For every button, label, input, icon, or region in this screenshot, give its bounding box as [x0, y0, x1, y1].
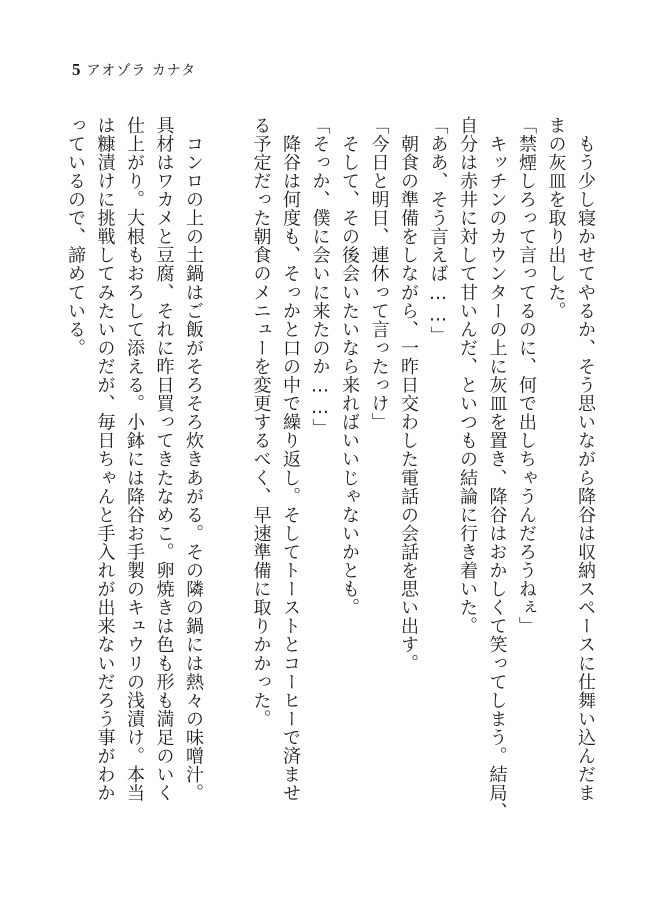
text-line: 降谷は何度も、そっかと口の中で繰り返し。そしてトーストとコーヒーで済ませ: [280, 116, 301, 803]
text-line: もう少し寝かせてやるか、そう思いながら降谷は収納スペースに仕舞い込んだま: [575, 116, 596, 803]
text-line: っているので、諦めている。: [65, 116, 86, 358]
text-line: キッチンのカウンターの上に灰皿を置き、降谷はおかしくて笑ってしまう。結局、: [486, 116, 508, 821]
text-line: 「禁煙しろって言ってるのに、何で出しちゃうんだろうねぇ」: [516, 116, 537, 636]
text-line: は糠漬けに挑戦してみたいのだが、毎日ちゃんと手入れが出来ないだろう事がわか: [94, 116, 116, 803]
text-line: まの灰皿を取り出した。: [545, 116, 567, 321]
vertical-body-text: [60, 116, 600, 896]
text-line: 「ああ、そう言えば……」: [427, 116, 449, 345]
text-line: る予定だった朝食のメニューを変更するべく、早速準備に取りかかった。: [250, 116, 272, 729]
text-line: コンロの上の土鍋はご飯がそろそろ炊きあがる。その隣の鍋には熱々の味噌汁。: [183, 116, 204, 803]
text-line: 「そっか、僕に会いに来たのか……」: [309, 116, 331, 438]
running-title: アオゾラ カナタ: [86, 63, 197, 79]
text-line: そして、その後会いたいなら来ればいいじゃないかとも。: [339, 116, 360, 617]
text-line: 朝食の準備をしながら、一昨日交わした電話の会話を思い出す。: [398, 116, 419, 673]
text-line: 自分は赤井に対して甘いんだ、といつもの結論に行き着いた。: [457, 116, 478, 636]
text-line: 具材はワカメと豆腐、それに昨日買ってきたなめこ。卵焼きは色も形も満足のいく: [153, 116, 175, 803]
page-number: 5: [72, 60, 81, 79]
text-line: 「今日と明日、連休って言ったっけ」: [368, 116, 390, 432]
page-header: [72, 60, 196, 80]
text-line: 仕上がり。大根もおろして添える。小鉢には降谷お手製のキュウリの浅漬け。本当: [124, 116, 145, 803]
